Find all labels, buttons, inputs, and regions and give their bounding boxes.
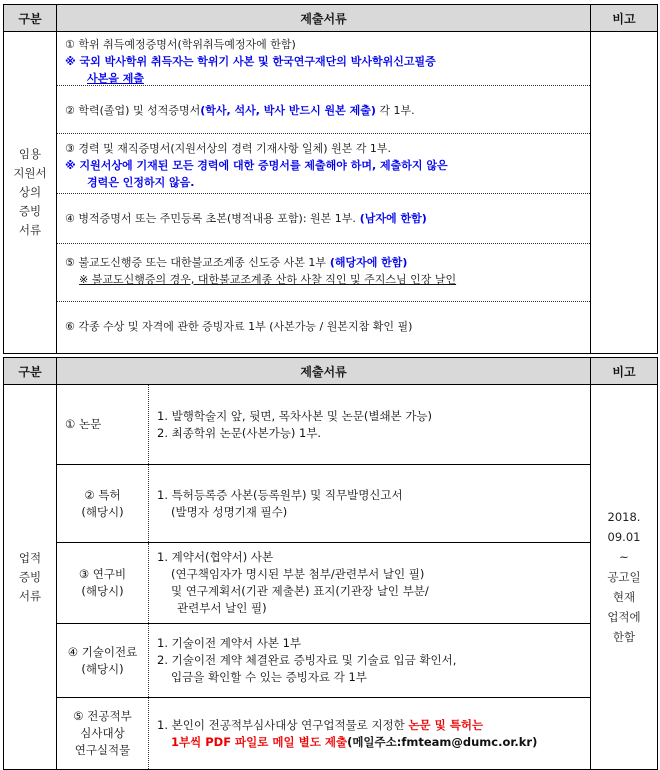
- doc-item-5: ⑤ 불교도신행증 또는 대한불교조계종 신도증 사본 1부 (해당자에 한함) ※ 불교도신행증의 경우, 대한불교조계종 산하 사찰 직인 및 주지스님 인장 날인: [57, 244, 590, 302]
- header-docs: 제출서류: [57, 5, 591, 32]
- header-remark: 비고: [591, 358, 658, 385]
- row-desc-paper: 1. 발행학술지 앞, 뒷면, 목차사본 및 논문(별쇄본 가능) 2. 최종학위 논문(사본가능) 1부.: [149, 385, 591, 465]
- header-docs: 제출서류: [57, 358, 591, 385]
- doc-item-4: ④ 병적증명서 또는 주민등록 초본(병적내용 포함): 원본 1부. (남자에 한함): [57, 194, 590, 244]
- doc-items: [57, 32, 591, 354]
- header-remark: 비고: [591, 5, 658, 32]
- doc-item-3: ③ 경력 및 재직증명서(지원서상의 경력 기재사항 일체) 원본 각 1부. ※ 지원서상에 기재된 모든 경력에 대한 증명서를 제출해야 하며, 제출하지 않은 경력은 인정하지 않음.: [57, 134, 590, 194]
- row-name-tech-transfer: ④ 기술이전료 (해당시): [57, 624, 149, 698]
- doc-item-1: ① 학위 취득예정증명서(학위취득예정자에 한함) ※ 국외 박사학위 취득자는 학위기 사본 및 한국연구재단의 박사학위신고필증 사본을 제출: [57, 33, 590, 86]
- row-desc-major-review: 1. 본인이 전공적부심사대상 연구업적물로 지정한 논문 및 특허는 1부씩 PDF 파일로 메일 별도 제출(메일주소:fmteam@dumc.or.kr): [149, 698, 591, 770]
- category-application: 임용 지원서 상의 증빙 서류: [4, 32, 57, 354]
- remark-empty: [591, 32, 658, 354]
- row-name-paper: ① 논문: [57, 385, 149, 465]
- submission-docs-table-1: [3, 4, 658, 354]
- submission-docs-table-2: [3, 357, 658, 770]
- header-category: 구분: [4, 5, 57, 32]
- row-name-major-review: ⑤ 전공적부 심사대상 연구실적물: [57, 698, 149, 770]
- doc-item-2: ② 학력(졸업) 및 성적증명서(학사, 석사, 박사 반드시 원본 제출) 각 1부.: [57, 86, 590, 134]
- row-name-patent: ② 특허 (해당시): [57, 465, 149, 543]
- row-desc-tech-transfer: 1. 기술이전 계약서 사본 1부 2. 기술이전 계약 체결완료 증빙자료 및 기술료 입금 확인서, 입금을 확인할 수 있는 증빙자료 각 1부: [149, 624, 591, 698]
- doc-item-6: ⑥ 각종 수상 및 자격에 관한 증빙자료 1부 (사본가능 / 원본지참 확인 필): [65, 319, 413, 333]
- row-desc-patent: 1. 특허등록증 사본(등록원부) 및 직무발명신고서 (발명자 성명기재 필수): [149, 465, 591, 543]
- category-achievement: 업적 증빙 서류: [4, 385, 57, 770]
- row-desc-research-fund: 1. 계약서(협약서) 사본 (연구책임자가 명시된 부분 첨부/관련부서 날인 필) 및 연구계획서(기관 제출본) 표지(기관장 날인 부분/ 관련부서 날인 필): [149, 543, 591, 624]
- remark-period: 2018. 09.01 ~ 공고일 현재 업적에 한함: [591, 385, 658, 770]
- row-name-research-fund: ③ 연구비 (해당시): [57, 543, 149, 624]
- header-category: 구분: [4, 358, 57, 385]
